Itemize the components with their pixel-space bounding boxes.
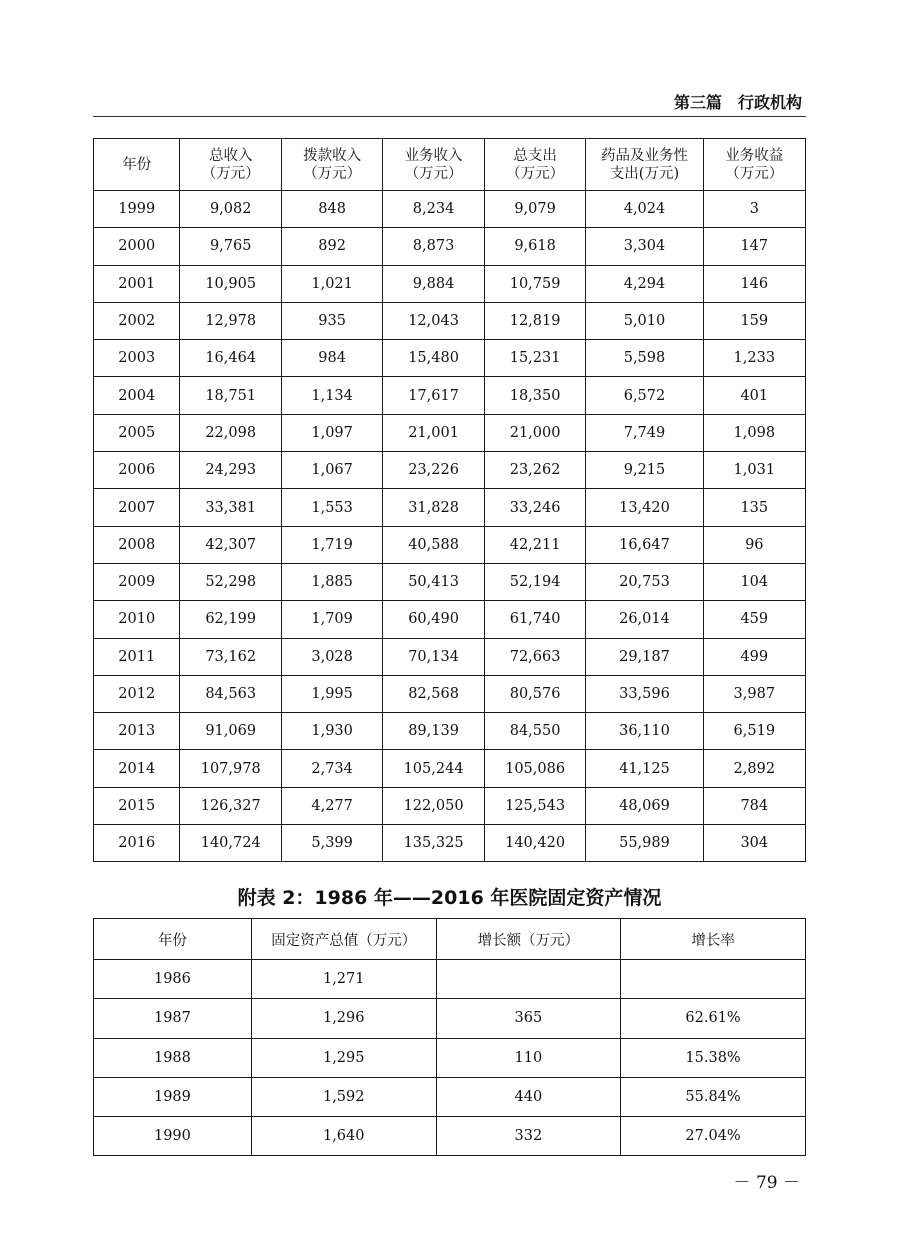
table-cell: 6,519 (703, 713, 805, 750)
table-cell: 1,995 (281, 675, 382, 712)
table-cell: 1,640 (251, 1117, 436, 1156)
table-cell: 27.04% (621, 1117, 806, 1156)
table-cell: 126,327 (180, 787, 282, 824)
table-cell: 96 (703, 526, 805, 563)
table-cell: 122,050 (383, 787, 485, 824)
table-cell: 1,592 (251, 1077, 436, 1116)
table-cell: 105,086 (484, 750, 586, 787)
table-cell: 140,724 (180, 825, 282, 862)
table-cell: 84,563 (180, 675, 282, 712)
table-row (94, 452, 806, 489)
table-cell: 9,079 (484, 191, 586, 228)
table-cell: 7,749 (586, 414, 703, 451)
col-header-year: 年份 (94, 139, 180, 191)
table-row (94, 414, 806, 451)
table-cell: 440 (436, 1077, 621, 1116)
table-cell: 33,381 (180, 489, 282, 526)
table-cell: 29,187 (586, 638, 703, 675)
table-cell: 1,885 (281, 563, 382, 600)
table-row (94, 377, 806, 414)
table-cell: 18,751 (180, 377, 282, 414)
table-cell: 9,884 (383, 265, 485, 302)
table-cell: 60,490 (383, 601, 485, 638)
table-row (94, 265, 806, 302)
table-cell: 12,043 (383, 302, 485, 339)
page-number: － 79 － (733, 1173, 800, 1193)
table-cell: 9,618 (484, 228, 586, 265)
table-cell: 3,304 (586, 228, 703, 265)
table-cell: 1,097 (281, 414, 382, 451)
table-cell: 1,233 (703, 340, 805, 377)
table-cell: 2004 (94, 377, 180, 414)
table-cell: 31,828 (383, 489, 485, 526)
table-cell: 304 (703, 825, 805, 862)
table-cell: 1988 (94, 1038, 252, 1077)
table-cell: 26,014 (586, 601, 703, 638)
table-cell: 2012 (94, 675, 180, 712)
table-cell (621, 960, 806, 999)
table-cell: 935 (281, 302, 382, 339)
table-cell: 52,298 (180, 563, 282, 600)
table-cell: 2008 (94, 526, 180, 563)
table-cell: 12,978 (180, 302, 282, 339)
table-cell: 41,125 (586, 750, 703, 787)
table-header-row (94, 919, 806, 960)
table-cell: 159 (703, 302, 805, 339)
table-cell: 499 (703, 638, 805, 675)
section-title: 第三篇 行政机构 (673, 93, 802, 112)
table-row (94, 638, 806, 675)
table-cell: 459 (703, 601, 805, 638)
table-cell: 1,021 (281, 265, 382, 302)
table-cell: 2007 (94, 489, 180, 526)
table-cell: 18,350 (484, 377, 586, 414)
table-cell: 2006 (94, 452, 180, 489)
table-cell: 1,134 (281, 377, 382, 414)
table2-caption: 附表 2：1986 年——2016 年医院固定资产情况 (237, 887, 662, 909)
table-cell: 3 (703, 191, 805, 228)
col-header-total-income: 总收入 （万元） (180, 139, 282, 191)
table-cell: 61,740 (484, 601, 586, 638)
table-cell: 70,134 (383, 638, 485, 675)
col-header-increase-amount: 增长额（万元） (436, 919, 621, 960)
table-row (94, 825, 806, 862)
table-cell: 8,234 (383, 191, 485, 228)
table-row (94, 526, 806, 563)
table-row (94, 489, 806, 526)
table-cell: 62.61% (621, 999, 806, 1038)
table-cell: 16,464 (180, 340, 282, 377)
table-cell: 55,989 (586, 825, 703, 862)
table-row (94, 601, 806, 638)
table-cell: 55.84% (621, 1077, 806, 1116)
table-cell: 50,413 (383, 563, 485, 600)
table-cell: 42,307 (180, 526, 282, 563)
table-row (94, 1117, 806, 1156)
table-cell: 125,543 (484, 787, 586, 824)
table-row (94, 228, 806, 265)
table-cell: 62,199 (180, 601, 282, 638)
table-cell: 2010 (94, 601, 180, 638)
table-cell: 365 (436, 999, 621, 1038)
table-cell: 6,572 (586, 377, 703, 414)
hospital-finance-table (93, 138, 806, 862)
col-header-business-profit: 业务收益 （万元） (703, 139, 805, 191)
table-cell: 3,987 (703, 675, 805, 712)
table-cell (436, 960, 621, 999)
table-cell: 2009 (94, 563, 180, 600)
table-cell: 1,296 (251, 999, 436, 1038)
table-cell: 984 (281, 340, 382, 377)
table-row (94, 750, 806, 787)
col-header-fixed-assets-total: 固定资产总值（万元） (251, 919, 436, 960)
table-cell: 16,647 (586, 526, 703, 563)
table-cell: 91,069 (180, 713, 282, 750)
table-cell: 17,617 (383, 377, 485, 414)
table-cell: 15,480 (383, 340, 485, 377)
table-cell: 135,325 (383, 825, 485, 862)
table-cell: 3,028 (281, 638, 382, 675)
table-cell: 33,596 (586, 675, 703, 712)
table-row (94, 302, 806, 339)
table-cell: 12,819 (484, 302, 586, 339)
table-row (94, 787, 806, 824)
table-cell: 4,294 (586, 265, 703, 302)
table-cell: 2005 (94, 414, 180, 451)
table-cell: 104 (703, 563, 805, 600)
table-cell: 15,231 (484, 340, 586, 377)
table-cell: 5,598 (586, 340, 703, 377)
table-row (94, 999, 806, 1038)
table-cell: 52,194 (484, 563, 586, 600)
table-row (94, 563, 806, 600)
table-cell: 72,663 (484, 638, 586, 675)
table-cell: 5,399 (281, 825, 382, 862)
table-cell: 4,277 (281, 787, 382, 824)
table-cell: 2002 (94, 302, 180, 339)
table-cell: 82,568 (383, 675, 485, 712)
table-cell: 10,759 (484, 265, 586, 302)
table-cell: 135 (703, 489, 805, 526)
col-header-growth-rate: 增长率 (621, 919, 806, 960)
table-cell: 2011 (94, 638, 180, 675)
table-cell: 5,010 (586, 302, 703, 339)
table-cell: 107,978 (180, 750, 282, 787)
table-cell: 2,734 (281, 750, 382, 787)
table-cell: 1,031 (703, 452, 805, 489)
table-cell: 33,246 (484, 489, 586, 526)
table-cell: 48,069 (586, 787, 703, 824)
table-cell: 9,765 (180, 228, 282, 265)
table-cell: 1,930 (281, 713, 382, 750)
table-cell: 1990 (94, 1117, 252, 1156)
table-cell: 140,420 (484, 825, 586, 862)
table-cell: 1987 (94, 999, 252, 1038)
table-cell: 9,215 (586, 452, 703, 489)
table-cell: 2001 (94, 265, 180, 302)
table-cell: 1989 (94, 1077, 252, 1116)
table-cell: 1,098 (703, 414, 805, 451)
table-cell: 22,098 (180, 414, 282, 451)
table-row (94, 340, 806, 377)
col-header-drug-business-expenditure: 药品及业务性 支出(万元) (586, 139, 703, 191)
table-cell: 110 (436, 1038, 621, 1077)
table-cell: 84,550 (484, 713, 586, 750)
table-cell: 4,024 (586, 191, 703, 228)
running-header (93, 86, 806, 117)
table-cell: 8,873 (383, 228, 485, 265)
table-cell: 23,262 (484, 452, 586, 489)
table-cell: 401 (703, 377, 805, 414)
table-cell: 21,001 (383, 414, 485, 451)
table-header-row (94, 139, 806, 191)
table-row (94, 1077, 806, 1116)
table-row (94, 713, 806, 750)
col-header-appropriation-income: 拨款收入 （万元） (281, 139, 382, 191)
table-cell: 15.38% (621, 1038, 806, 1077)
table-cell: 2,892 (703, 750, 805, 787)
table-cell: 1,295 (251, 1038, 436, 1077)
fixed-assets-table (93, 918, 806, 1156)
table-cell: 2015 (94, 787, 180, 824)
table-cell: 24,293 (180, 452, 282, 489)
table-cell: 40,588 (383, 526, 485, 563)
table-cell: 89,139 (383, 713, 485, 750)
table-cell: 146 (703, 265, 805, 302)
table-cell: 21,000 (484, 414, 586, 451)
table-row (94, 960, 806, 999)
table-cell: 1,719 (281, 526, 382, 563)
table-row (94, 191, 806, 228)
table-cell: 2016 (94, 825, 180, 862)
table-cell: 73,162 (180, 638, 282, 675)
table-cell: 42,211 (484, 526, 586, 563)
table-cell: 20,753 (586, 563, 703, 600)
table-cell: 1986 (94, 960, 252, 999)
table-cell: 848 (281, 191, 382, 228)
table-cell: 13,420 (586, 489, 703, 526)
table-row (94, 1038, 806, 1077)
table-cell: 2014 (94, 750, 180, 787)
col-header-business-income: 业务收入 （万元） (383, 139, 485, 191)
col-header-year: 年份 (94, 919, 252, 960)
table-cell: 2000 (94, 228, 180, 265)
table-cell: 2003 (94, 340, 180, 377)
table-cell: 1,067 (281, 452, 382, 489)
table-cell: 892 (281, 228, 382, 265)
table-cell: 1,271 (251, 960, 436, 999)
table-cell: 784 (703, 787, 805, 824)
col-header-total-expenditure: 总支出 （万元） (484, 139, 586, 191)
table-cell: 2013 (94, 713, 180, 750)
table-cell: 10,905 (180, 265, 282, 302)
table-row (94, 675, 806, 712)
table-cell: 105,244 (383, 750, 485, 787)
table-cell: 1999 (94, 191, 180, 228)
table-cell: 9,082 (180, 191, 282, 228)
table-cell: 80,576 (484, 675, 586, 712)
table-cell: 1,553 (281, 489, 382, 526)
table-cell: 332 (436, 1117, 621, 1156)
table-cell: 23,226 (383, 452, 485, 489)
table-cell: 147 (703, 228, 805, 265)
table-cell: 1,709 (281, 601, 382, 638)
table-cell: 36,110 (586, 713, 703, 750)
